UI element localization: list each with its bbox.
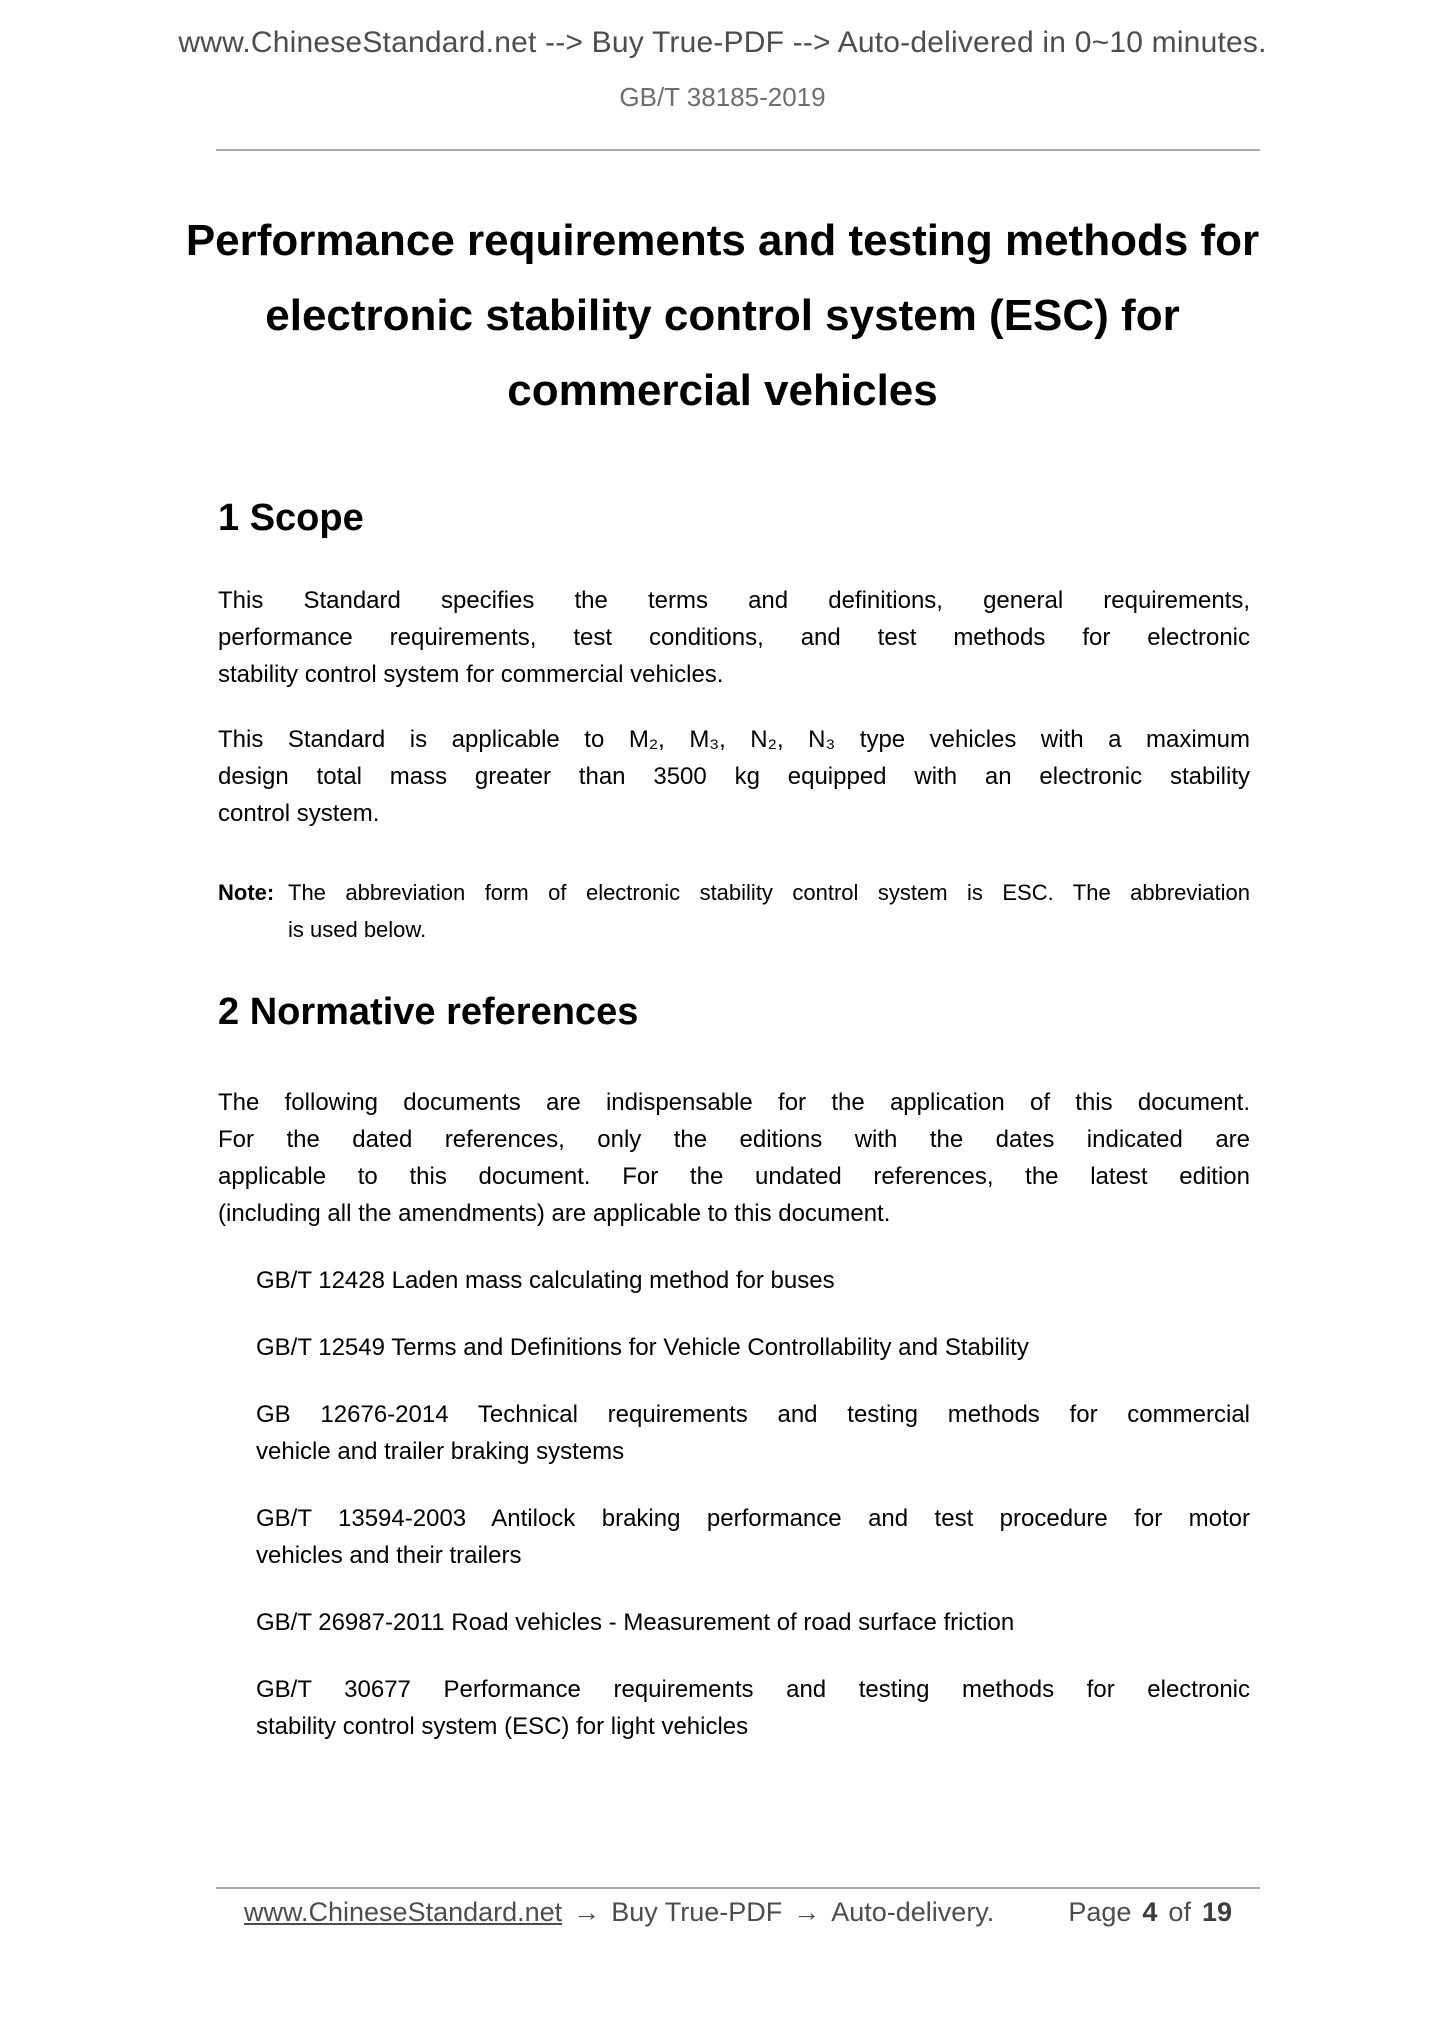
document-title-line-2: electronic stability control system (ESC) for — [265, 291, 1180, 340]
page-footer — [216, 1887, 1260, 1928]
footer-row — [216, 1889, 1260, 1928]
text-line: stability control system for commercial vehicles. — [218, 661, 724, 688]
reference-item-2 — [256, 1329, 1250, 1366]
document-title-line-1: Performance requirements and testing methods for — [185, 216, 1260, 265]
reference-item-5 — [256, 1604, 1250, 1641]
page-indicator — [1068, 1897, 1232, 1928]
reference-item-3 — [256, 1396, 1250, 1470]
text-line: This Standard is applicable to M₂, M₃, N₂, N₃ type vehicles with a maximum — [218, 726, 1250, 753]
text-line: GB/T 30677 Performance requirements and testing methods for electronic — [256, 1676, 1250, 1703]
text-line: GB 12676-2014 Technical requirements and testing methods for commercial — [256, 1401, 1250, 1428]
text-line: (including all the amendments) are applicable to this document. — [218, 1200, 891, 1227]
text-line: This Standard specifies the terms and definitions, general requirements, — [218, 587, 1250, 614]
content-column — [218, 496, 1250, 1745]
text-line: GB/T 12428 Laden mass calculating method for buses — [256, 1267, 835, 1294]
page-current: 4 — [1142, 1897, 1158, 1927]
right-arrow-icon: → — [573, 1897, 601, 1927]
text-line: stability control system (ESC) for light vehicles — [256, 1713, 749, 1740]
note-label: Note: — [218, 880, 275, 905]
page-total: 19 — [1201, 1897, 1232, 1927]
header-divider — [216, 149, 1260, 151]
text-line: control system. — [218, 800, 380, 827]
footer-site-link[interactable]: www.ChineseStandard.net — [244, 1897, 563, 1927]
normative-intro-paragraph — [218, 1084, 1250, 1232]
text-line: performance requirements, test conditions, and test methods for electronic — [218, 624, 1250, 651]
reference-item-1 — [256, 1262, 1250, 1299]
document-title — [0, 203, 1445, 428]
reference-item-4 — [256, 1500, 1250, 1574]
text-line: The abbreviation form of electronic stability control system is ESC. The abbreviation — [288, 880, 1250, 905]
standard-code: GB/T 38185-2019 — [619, 82, 826, 112]
reference-item-6 — [256, 1671, 1250, 1745]
text-line: GB/T 12549 Terms and Definitions for Vehicle Controllability and Stability — [256, 1334, 1029, 1361]
footer-buy-text: Buy True-PDF — [611, 1897, 783, 1927]
text-line: vehicle and trailer braking systems — [256, 1438, 625, 1465]
text-line: is used below. — [288, 917, 427, 942]
document-title-line-3: commercial vehicles — [507, 366, 938, 415]
footer-left — [244, 1897, 994, 1928]
text-line: GB/T 26987-2011 Road vehicles - Measurement of road surface friction — [256, 1609, 1015, 1636]
section-heading-normative-references: 2 Normative references — [218, 991, 639, 1033]
promo-banner: www.ChineseStandard.net --> Buy True-PDF --> Auto-delivered in 0~10 minutes. — [178, 26, 1267, 59]
text-line: applicable to this document. For the undated references, the latest edition — [218, 1163, 1250, 1190]
text-line: vehicles and their trailers — [256, 1542, 522, 1569]
section-heading-scope: 1 Scope — [218, 497, 364, 539]
reference-list — [218, 1262, 1250, 1745]
scope-paragraph-2 — [218, 721, 1250, 832]
page-of-label: of — [1168, 1897, 1191, 1927]
text-line: design total mass greater than 3500 kg equipped with an electronic stability — [218, 763, 1250, 790]
scope-note — [218, 874, 1250, 948]
text-line: For the dated references, only the editions with the dates indicated are — [218, 1126, 1250, 1153]
scope-paragraph-1 — [218, 582, 1250, 693]
footer-delivery-text: Auto-delivery. — [831, 1897, 995, 1927]
text-line: The following documents are indispensable for the application of this document. — [218, 1089, 1250, 1116]
note-text — [288, 874, 1250, 948]
right-arrow-icon: → — [793, 1897, 821, 1927]
page-label: Page — [1068, 1897, 1132, 1927]
text-line: GB/T 13594-2003 Antilock braking performance and test procedure for motor — [256, 1505, 1250, 1532]
